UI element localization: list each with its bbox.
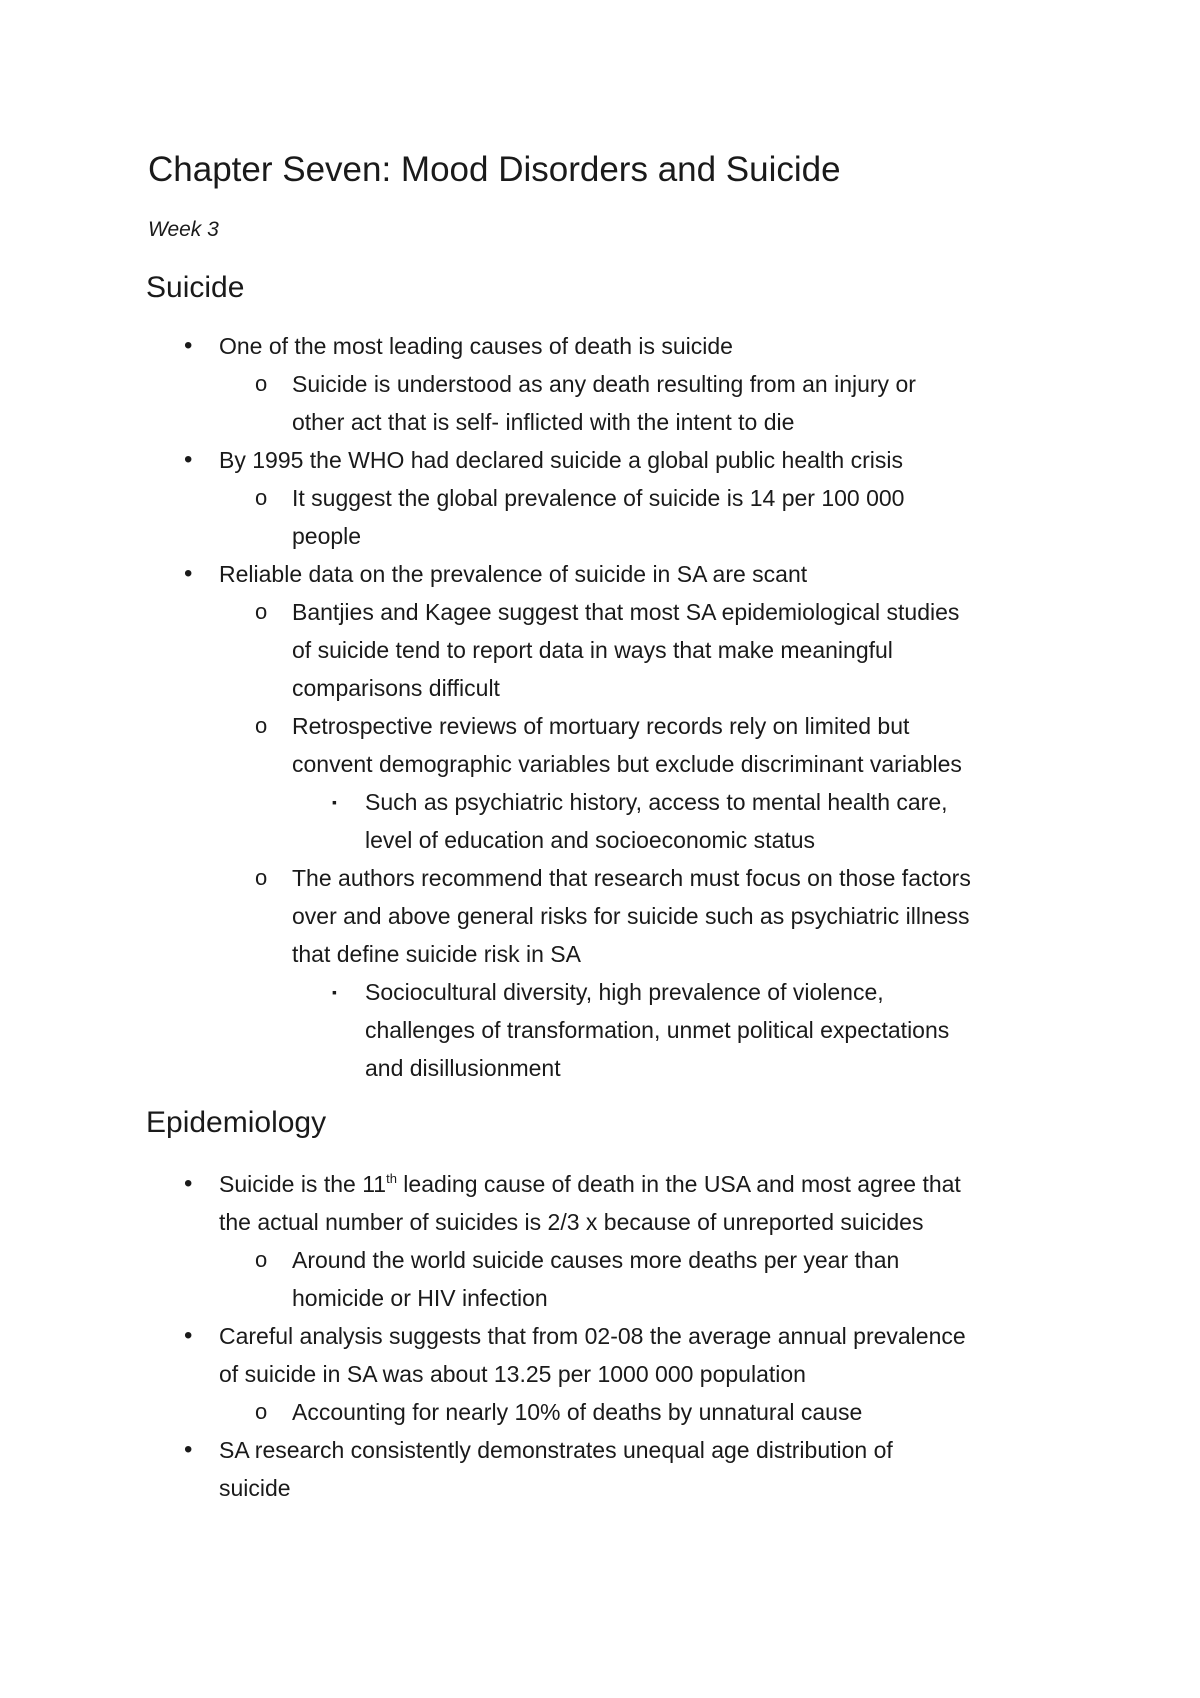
list-item: SA research consistently demonstrates unequal age distribution of	[219, 1437, 893, 1463]
list-item: Careful analysis suggests that from 02-08 the average annual prevalence	[219, 1323, 966, 1349]
list-item-text: leading cause of death in the USA and most agree that	[396, 1171, 961, 1197]
list-item: Accounting for nearly 10% of deaths by unnatural cause	[292, 1399, 863, 1425]
list-item: Reliable data on the prevalence of suicide in SA are scant	[219, 561, 808, 587]
list-item: of suicide tend to report data in ways that make meaningful	[292, 637, 893, 663]
square-bullet-icon: ▪	[332, 794, 337, 810]
bullet-icon: •	[184, 1436, 193, 1463]
list-item: Such as psychiatric history, access to mental health care,	[365, 789, 948, 815]
bullet-icon: •	[184, 1170, 193, 1197]
circle-bullet-icon: o	[255, 713, 268, 738]
list-item: suicide	[219, 1475, 291, 1501]
circle-bullet-icon: o	[255, 371, 268, 396]
list-item: The authors recommend that research must focus on those factors	[292, 865, 971, 891]
circle-bullet-icon: o	[255, 599, 268, 624]
superscript: th	[386, 1171, 397, 1186]
list-item: people	[292, 523, 362, 549]
list-item: of suicide in SA was about 13.25 per 1000 000 population	[219, 1361, 806, 1387]
list-item: and disillusionment	[365, 1055, 561, 1081]
list-item: convent demographic variables but exclude discriminant variables	[292, 751, 962, 777]
list-item: Retrospective reviews of mortuary records rely on limited but	[292, 713, 910, 739]
square-bullet-icon: ▪	[332, 984, 337, 1000]
week-label: Week 3	[148, 218, 219, 241]
list-item-text: Suicide is the 11	[219, 1171, 387, 1197]
list-item: that define suicide risk in SA	[292, 941, 581, 967]
bullet-icon: •	[184, 332, 193, 359]
circle-bullet-icon: o	[255, 485, 268, 510]
list-item: One of the most leading causes of death is suicide	[219, 333, 733, 359]
list-item: Around the world suicide causes more deaths per year than	[292, 1247, 900, 1273]
list-item: homicide or HIV infection	[292, 1285, 548, 1311]
list-item	[219, 1165, 961, 1203]
list-item: Sociocultural diversity, high prevalence of violence,	[365, 979, 884, 1005]
list-item: level of education and socioeconomic status	[365, 827, 816, 853]
section-heading-epidemiology: Epidemiology	[146, 1106, 327, 1139]
bullet-icon: •	[184, 446, 193, 473]
bullet-icon: •	[184, 560, 193, 587]
list-item: comparisons difficult	[292, 675, 500, 701]
list-item: challenges of transformation, unmet political expectations	[365, 1017, 950, 1043]
list-item: It suggest the global prevalence of suicide is 14 per 100 000	[292, 485, 905, 511]
circle-bullet-icon: o	[255, 1399, 268, 1424]
list-item: Suicide is understood as any death resulting from an injury or	[292, 371, 916, 397]
list-item: By 1995 the WHO had declared suicide a global public health crisis	[219, 447, 903, 473]
circle-bullet-icon: o	[255, 865, 268, 890]
section-heading-suicide: Suicide	[146, 271, 245, 304]
list-item: over and above general risks for suicide such as psychiatric illness	[292, 903, 970, 929]
bullet-icon: •	[184, 1322, 193, 1349]
list-item: other act that is self- inflicted with the intent to die	[292, 409, 795, 435]
list-item: Bantjies and Kagee suggest that most SA epidemiological studies	[292, 599, 960, 625]
page-title: Chapter Seven: Mood Disorders and Suicide	[148, 150, 841, 189]
list-item: the actual number of suicides is 2/3 x because of unreported suicides	[219, 1209, 924, 1235]
circle-bullet-icon: o	[255, 1247, 268, 1272]
